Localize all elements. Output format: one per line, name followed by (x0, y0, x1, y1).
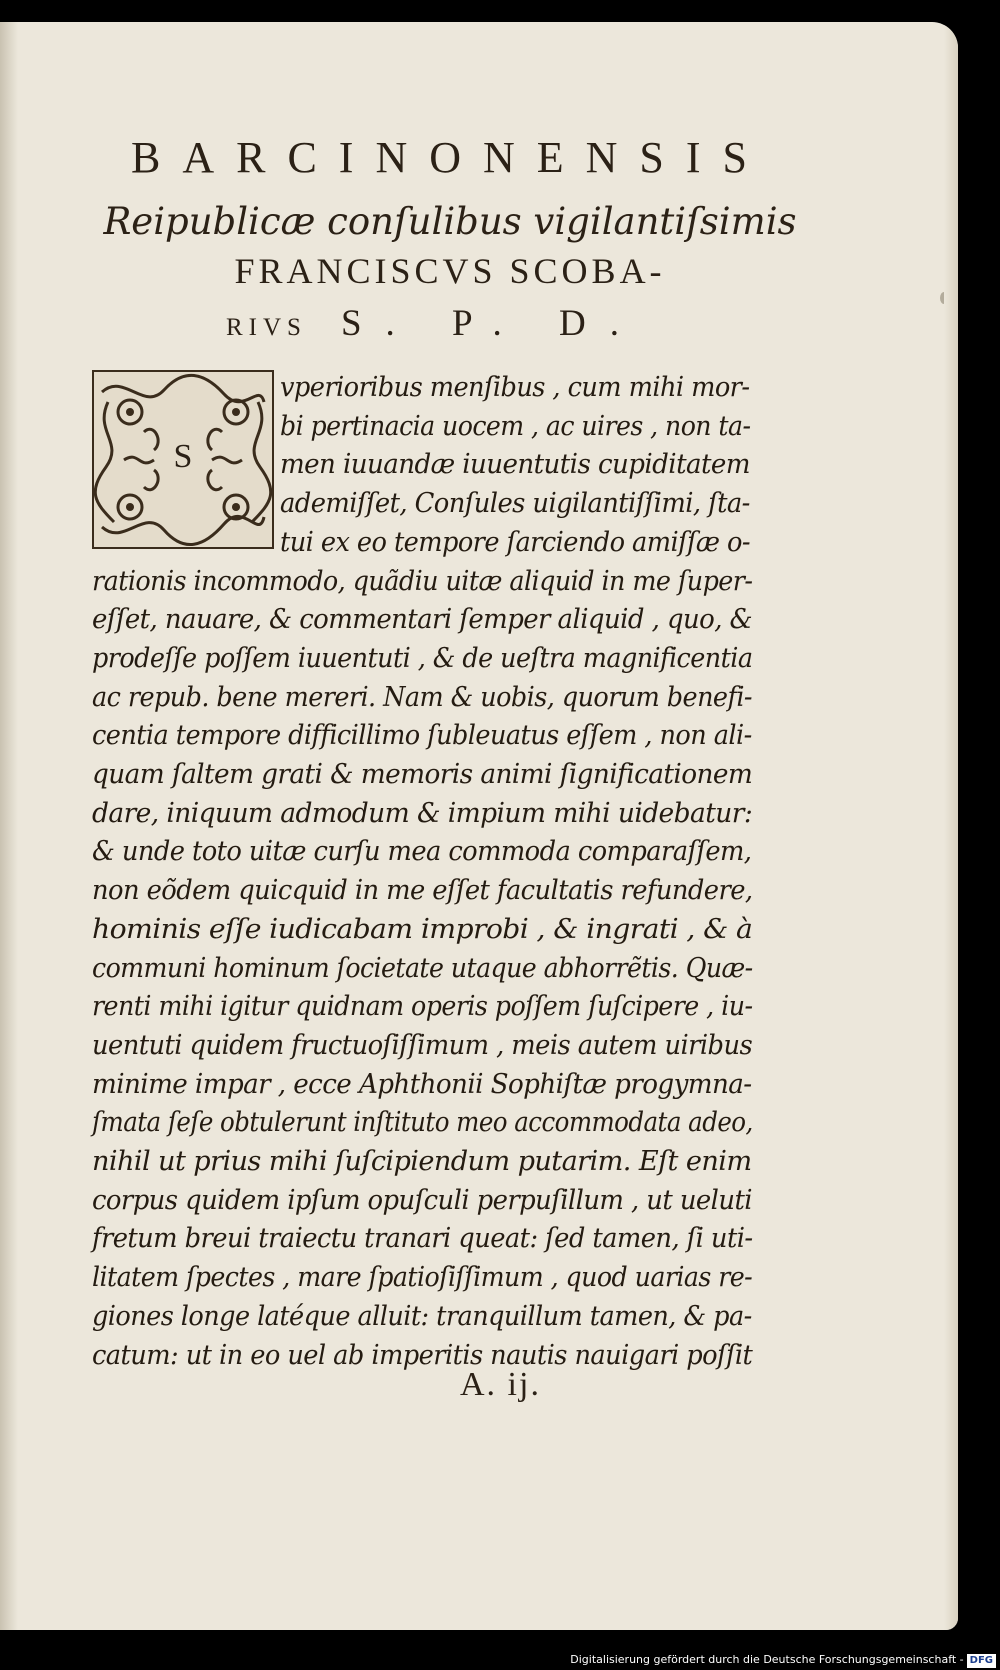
text-line: nihil ut prius mihi ſuſcipiendum putarim. Eſt enim (92, 1146, 752, 1177)
text-line: renti mihi igitur quidnam operis poſſem ſuſcipere , iu- (92, 991, 753, 1023)
text-line: giones longe latéque alluit: tranquillum tamen, & pa- (92, 1300, 752, 1332)
heading-line-2: Reipublicæ conſulibus vigilantiſsimis (103, 200, 797, 243)
text-line: rationis incommodo, quãdiu uitæ aliquid in me ſuper- (92, 565, 753, 597)
text-line: vperioribus menſibus , cum mihi mor- (280, 372, 750, 403)
text-line: & unde toto uitæ curſu mea commoda comparaſſem, (92, 836, 752, 868)
text-line: corpus quidem ipſum opuſculi perpuſillum , ut ueluti (92, 1184, 752, 1216)
heading-line-1: BARCINONENSIS (130, 133, 770, 182)
text-line: bi pertinacia uocem , ac uires , non ta- (280, 410, 751, 442)
text-line: hominis eſſe iudicabam improbi , & ingrati , & à (92, 913, 753, 945)
footer-text: Digitalisierung gefördert durch die Deutsche Forschungsgemeinschaft - (570, 1653, 964, 1666)
text-line: ſmata ſeſe obtulerunt inſtituto meo accommodata adeo, (92, 1107, 753, 1139)
initial-letter: S (173, 438, 193, 475)
text-line: centia tempore difficillimo ſubleuatus eſſem , non ali- (92, 720, 752, 752)
heading-line-4 (226, 302, 643, 345)
text-line: ademiſſet, Conſules uigilantiſſimi, ſta- (280, 488, 750, 520)
footer-credit (0, 1650, 1000, 1670)
text-line: men iuuandæ iuuentutis cupiditatem (280, 449, 750, 481)
text-line: non eõdem quicquid in me eſſet facultatis refundere, (92, 875, 753, 907)
text-line: quam ſaltem grati & memoris animi ſignificationem (92, 759, 753, 790)
heading-salutation: S. P. D. (340, 303, 643, 344)
paper-stain (940, 292, 948, 304)
heading-line-3: FRANCISCVS SCOBA- (234, 251, 666, 291)
signature-mark: A. ij. (460, 1366, 541, 1403)
text-line: prodeſſe poſſem iuuentuti , & de ueſtra magnificentia (92, 642, 753, 674)
text-line: eſſet, nauare, & commentari ſemper aliquid , quo, & (92, 604, 753, 636)
dfg-logo: DFG (967, 1654, 996, 1668)
heading-author-end: RIVS (226, 314, 307, 341)
book-page (0, 22, 958, 1630)
text-line: ac repub. bene mereri. Nam & uobis, quorum benefi- (92, 681, 752, 713)
text-line: tui ex eo tempore ſarciendo amiſſæ o- (280, 526, 750, 558)
text-line: fretum breui traiectu tranari queat: ſed tamen, ſi uti- (92, 1223, 753, 1255)
text-line: dare, iniquum admodum & impium mihi uidebatur: (92, 797, 753, 829)
text-line: communi hominum ſocietate utaque abhorrẽtis. Quæ- (92, 952, 753, 984)
text-line: litatem ſpectes , mare ſpatioſiſſimum , quod uarias re- (92, 1262, 753, 1294)
text-line: uentuti quidem fructuoſiſſimum , meis autem uiribus (92, 1029, 753, 1061)
text-line: catum: ut in eo uel ab imperitis nautis nauigari poſſit (92, 1339, 753, 1371)
decorated-initial (92, 370, 274, 549)
text-line: minime impar , ecce Aphthonii Sophiſtæ progymna- (92, 1068, 752, 1100)
